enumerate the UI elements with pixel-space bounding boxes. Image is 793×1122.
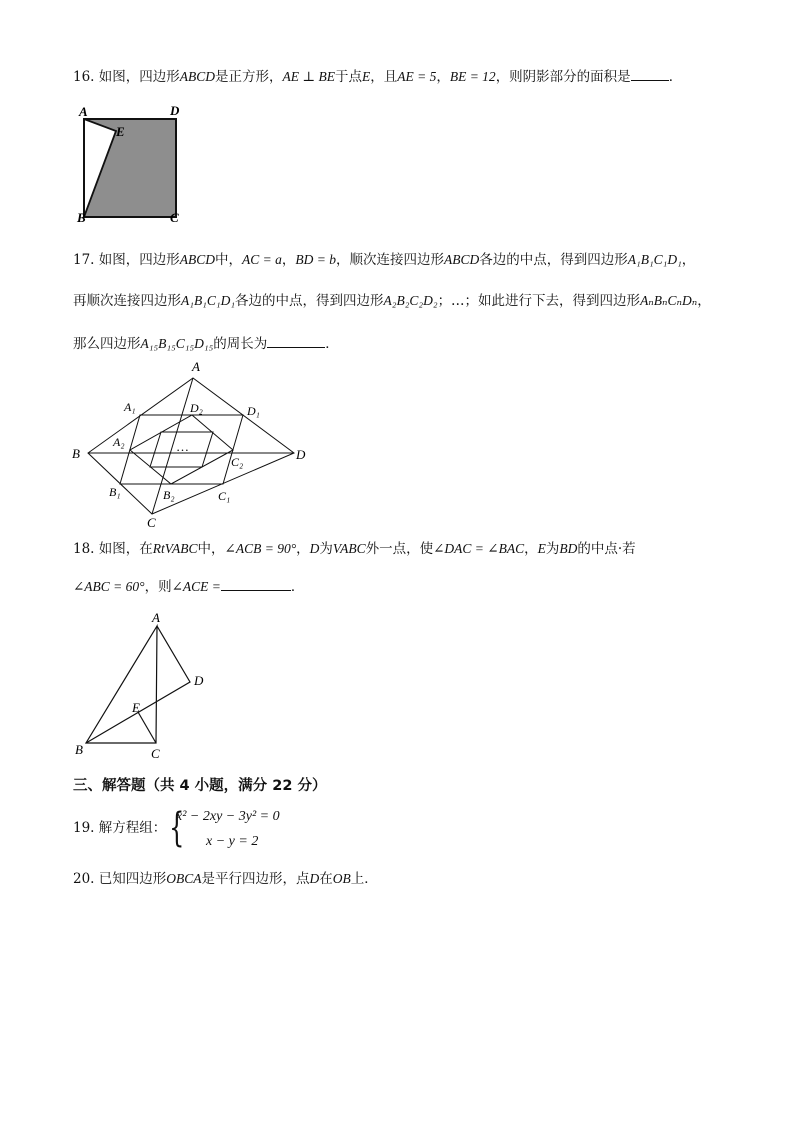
q17-math: ABCD xyxy=(444,252,480,267)
q17-label-d1: D₁ xyxy=(247,404,260,418)
q19-text-part: 解方程组： xyxy=(98,820,167,836)
q17-label-c1: C₁ xyxy=(218,489,231,503)
q18-math: ∠DAC = ∠BAC xyxy=(433,541,525,556)
q19-equation-1: x² − 2xy − 3y² = 0 xyxy=(176,809,280,824)
section-3-heading: 三、解答题（共 4 小题，满分 22 分） xyxy=(73,778,327,794)
q16-math: E xyxy=(361,69,371,84)
q16-label-c: C xyxy=(170,210,179,225)
q17-text-part: 各边的中点，得到四边形 xyxy=(479,252,628,268)
q18-math: Rt xyxy=(152,541,165,556)
q17-math: BD = b xyxy=(295,252,337,267)
q18-number: 18. xyxy=(73,541,95,557)
q18-text-part: ， xyxy=(296,541,310,557)
q19-number: 19. xyxy=(73,820,95,836)
q16-label-b: B xyxy=(77,210,86,225)
q17-text-part: ， xyxy=(281,252,296,268)
q18-text-part: 为 xyxy=(319,541,333,557)
q18-segment-ce xyxy=(138,712,156,743)
q17-text-part: ；…；如此进行下去，得到四边形 xyxy=(437,293,641,309)
q16-text-part: ，则阴影部分的面积是 xyxy=(495,69,631,85)
q17-text-part: ， xyxy=(697,293,711,309)
q18-line1 xyxy=(73,539,636,559)
q18-math: ∠ACE = xyxy=(171,579,221,594)
q16-math: BE = 12 xyxy=(449,69,496,84)
q16-answer-blank[interactable] xyxy=(631,66,669,81)
q16-number: 16. xyxy=(73,69,95,85)
q17-math: AC = a xyxy=(242,252,282,267)
q17-label-d2: D₂ xyxy=(190,401,203,415)
q18-label-e: E xyxy=(132,700,140,715)
q17-text-part: 各边的中点，得到四边形 xyxy=(235,293,384,309)
q18-label-b: B xyxy=(75,742,83,757)
q16-label-a: A xyxy=(79,104,88,119)
q20-math: OB xyxy=(332,871,351,886)
q18-math: E xyxy=(537,541,546,556)
q16-text-part: ， xyxy=(436,69,450,85)
q17-text-part: 那么四边形 xyxy=(73,336,141,352)
q16-math: AE ⊥ BE xyxy=(282,69,335,84)
q16-text-part: ，且 xyxy=(370,69,398,85)
q17-answer-blank[interactable] xyxy=(267,333,325,348)
q20-text xyxy=(73,869,378,889)
q18-math: ∠ABC = 60° xyxy=(73,579,145,594)
q18-math: ∠ACB = 90° xyxy=(224,541,297,556)
q16-text-part: ． xyxy=(668,69,683,85)
q17-text-part: ，顺次连接四边形 xyxy=(336,252,445,268)
q16-text-part: 如图，四边形 xyxy=(98,69,180,85)
q17-label-a1: A₁ xyxy=(124,400,136,414)
q17-label-c2: C₂ xyxy=(231,455,244,469)
q17-label-b2: B₂ xyxy=(163,488,175,502)
q20-number: 20. xyxy=(73,871,95,887)
q17-label-a2: A₂ xyxy=(113,435,125,449)
q20-math: D xyxy=(309,871,320,886)
q16-math: ABCD xyxy=(179,69,216,84)
q17-figure xyxy=(60,355,320,535)
q18-text-part: ． xyxy=(290,579,305,595)
q16-text-part: 于点 xyxy=(334,69,362,85)
q17-label-c: C xyxy=(147,515,156,530)
q19-text xyxy=(73,818,166,838)
q18-label-c: C xyxy=(151,746,160,761)
q16-text-part: 是正方形， xyxy=(215,69,283,85)
q16-label-d: D xyxy=(170,103,180,118)
q18-label-d: D xyxy=(194,673,204,688)
q17-math: AₙBₙCₙDₙ xyxy=(640,293,698,308)
q18-text-part: ，则 xyxy=(144,579,172,595)
q17-label-dots: … xyxy=(176,439,189,454)
q17-text-part: 中， xyxy=(215,252,243,268)
q17-line3 xyxy=(73,333,339,354)
q17-label-b1: B₁ xyxy=(109,485,121,499)
q18-text-part: 为 xyxy=(545,541,560,557)
q18-text-part: 如图，在 xyxy=(98,541,153,557)
q17-number: 17. xyxy=(73,252,95,268)
q17-text-part: ． xyxy=(325,336,339,352)
q16-math: AE = 5 xyxy=(397,69,437,84)
q20-text-part: 在 xyxy=(319,871,333,887)
q18-text-part: 外一点，使 xyxy=(365,541,434,557)
q18-math: VABC xyxy=(332,541,366,556)
q17-text-part: ， xyxy=(681,252,696,268)
q20-text-part: 已知四边形 xyxy=(98,871,167,887)
q17-line1 xyxy=(73,250,695,270)
q17-label-d: D xyxy=(296,447,306,462)
q18-answer-blank[interactable] xyxy=(221,576,291,591)
q17-text-part: 如图，四边形 xyxy=(98,252,180,268)
q16-figure xyxy=(72,100,192,230)
q20-text-part: 上． xyxy=(350,871,378,887)
q17-text-part: 再顺次连接四边形 xyxy=(73,293,181,309)
q17-math: A₁B₁C₁D₁ xyxy=(181,293,236,308)
q18-math: VABC xyxy=(164,541,198,556)
q18-figure xyxy=(70,608,230,768)
q17-text-part: 的周长为 xyxy=(213,336,268,352)
q17-label-b: B xyxy=(72,446,80,461)
q18-math: BD xyxy=(559,541,578,556)
q17-math: A₂B₂C₂D₂ xyxy=(383,293,438,308)
q20-math: OBCA xyxy=(166,871,202,886)
q18-text-part: 中， xyxy=(197,541,225,557)
q18-line2 xyxy=(73,576,304,597)
q18-label-a: A xyxy=(152,610,160,625)
q18-text-part: 的中点·若 xyxy=(577,541,636,557)
q17-math: A₁₅B₁₅C₁₅D₁₅ xyxy=(140,336,214,351)
q17-line2 xyxy=(73,291,711,311)
q17-math: A₁B₁C₁D₁ xyxy=(627,252,682,267)
q17-label-a: A xyxy=(192,359,200,374)
q18-math: D xyxy=(309,541,320,556)
q18-text-part: ， xyxy=(524,541,538,557)
q19-equation-2: x − y = 2 xyxy=(206,834,259,849)
q17-math: ABCD xyxy=(179,252,216,267)
q16-text xyxy=(73,66,682,87)
q18-segments-ad-db xyxy=(86,626,190,743)
q16-label-e: E xyxy=(116,124,125,139)
q19-brace: { xyxy=(169,805,185,851)
q20-text-part: 是平行四边形，点 xyxy=(201,871,310,887)
